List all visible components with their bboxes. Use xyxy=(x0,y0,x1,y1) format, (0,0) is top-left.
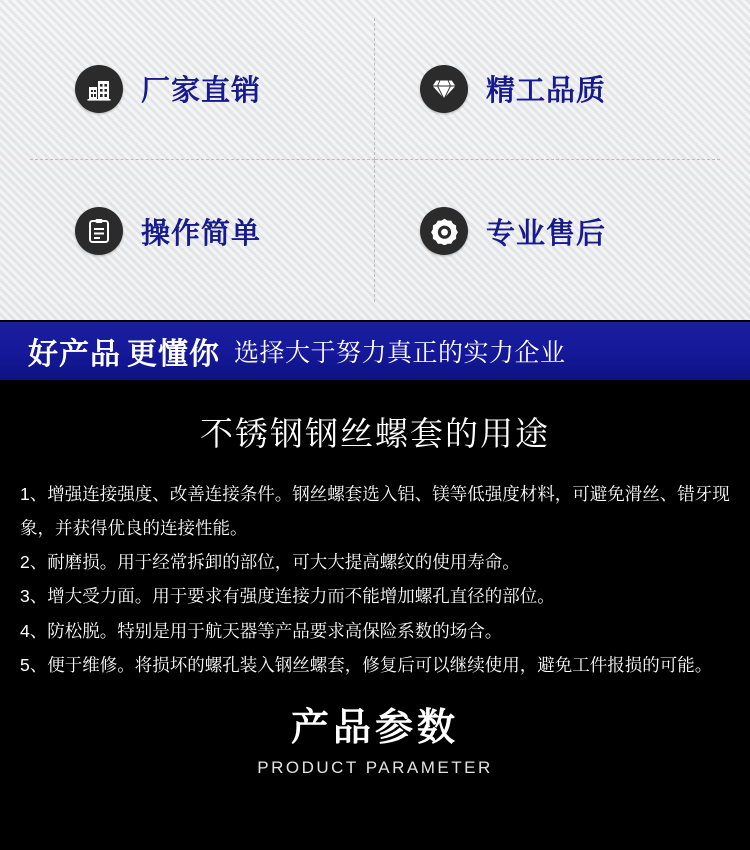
product-parameter-heading xyxy=(0,682,750,778)
usage-list-item: 4、防松脱。特别是用于航天器等产品要求高保险系数的场合。 xyxy=(20,620,503,641)
features-grid xyxy=(30,18,720,302)
diamond-icon xyxy=(420,65,468,113)
gear-icon xyxy=(420,207,468,255)
usage-list xyxy=(0,477,750,682)
slogan-strong-part1: 好产品 xyxy=(28,338,121,371)
usage-section xyxy=(0,382,750,778)
usage-list-item: 3、增大受力面。用于要求有强度连接力而不能增加螺孔直径的部位。 xyxy=(20,586,555,607)
features-section xyxy=(0,0,750,320)
factory-icon xyxy=(75,65,123,113)
usage-title: 不锈钢钢丝螺套的用途 xyxy=(200,415,550,452)
feature-label: 操作简单 xyxy=(141,217,262,250)
feature-item-easy-operation xyxy=(30,160,375,302)
slogan-strong xyxy=(28,329,220,373)
usage-list-item: 2、耐磨损。用于经常拆卸的部位，可大大提高螺纹的使用寿命。 xyxy=(20,552,520,573)
usage-list-item: 5、便于维修。将损坏的螺孔装入钢丝螺套，修复后可以继续使用，避免工件报损的可能。 xyxy=(20,654,713,675)
feature-label: 精工品质 xyxy=(486,75,607,107)
slogan-banner xyxy=(0,320,750,382)
feature-item-quality xyxy=(375,18,720,160)
product-parameter-title-en: PRODUCT PARAMETER xyxy=(257,757,493,777)
clipboard-icon xyxy=(75,207,123,255)
slogan-subtitle: 选择大于努力真正的实力企业 xyxy=(234,339,566,367)
slogan-strong-part2: 更懂你 xyxy=(127,338,220,371)
feature-label: 专业售后 xyxy=(486,217,607,250)
usage-list-item: 1、增强连接强度、改善连接条件。钢丝螺套选入铝、镁等低强度材料，可避免滑丝、错牙现象，并获得优良的连接性能。 xyxy=(20,484,730,539)
feature-item-after-sales xyxy=(375,160,720,302)
product-parameter-title-cn: 产品参数 xyxy=(290,706,459,749)
feature-label: 厂家直销 xyxy=(141,75,262,107)
feature-item-factory xyxy=(30,18,375,160)
